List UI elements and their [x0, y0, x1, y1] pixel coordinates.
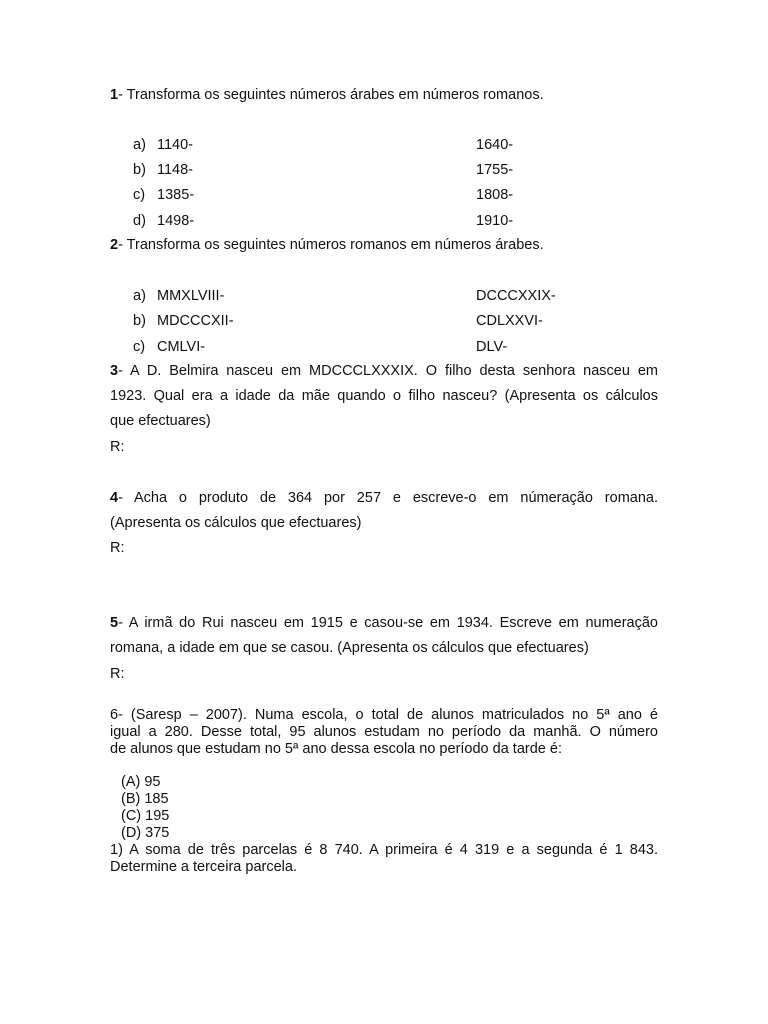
item-label: a) — [133, 288, 146, 304]
question-6-line-3: de alunos que estudam no 5ª ano dessa escola no período da tarde é: — [110, 741, 562, 757]
question-4-text: - Acha o produto de 364 por 257 e escreve-o em númeração romana. — [118, 490, 658, 506]
question-1-text: - Transforma os seguintes números árabes em números romanos. — [118, 87, 544, 103]
question-3-line-3: que efectuares) — [110, 413, 211, 429]
question-3-text: - A D. Belmira nasceu em MDCCCLXXXIX. O filho desta senhora nasceu em — [118, 363, 658, 379]
question-2 — [110, 237, 544, 253]
question-7-line-1: 1) A soma de três parcelas é 8 740. A primeira é 4 319 e a segunda é 1 843. — [110, 842, 658, 858]
item-label: b) — [133, 162, 146, 178]
question-5-line-1 — [110, 615, 658, 631]
option-c: (C) 195 — [121, 808, 170, 824]
item-value-left: MDCCCXII- — [157, 313, 234, 329]
item-label: d) — [133, 213, 146, 229]
question-7-line-2: Determine a terceira parcela. — [110, 859, 297, 875]
item-value-left: CMLVI- — [157, 339, 206, 355]
question-2-text: - Transforma os seguintes números romanos em números árabes. — [118, 237, 544, 253]
option-a: (A) 95 — [121, 774, 161, 790]
item-value-right: 1755- — [476, 162, 514, 178]
question-2-number: 2 — [110, 237, 119, 253]
question-4-line-1 — [110, 490, 658, 506]
question-4-line-2: (Apresenta os cálculos que efectuares) — [110, 515, 362, 531]
question-5-line-2: romana, a idade em que se casou. (Apresenta os cálculos que efectuares) — [110, 640, 589, 656]
item-value-right: DLV- — [476, 339, 508, 355]
item-value-right: DCCCXXIX- — [476, 288, 556, 304]
item-label: c) — [133, 339, 146, 355]
question-5-text: - A irmã do Rui nasceu em 1915 e casou-se em 1934. Escreve em numeração — [118, 615, 658, 631]
item-label: b) — [133, 313, 146, 329]
item-value-left: 1385- — [157, 187, 195, 203]
question-5-answer: R: — [110, 666, 125, 682]
question-3-answer: R: — [110, 439, 125, 455]
question-4-number: 4 — [110, 490, 119, 506]
item-label: c) — [133, 187, 146, 203]
question-3-line-2: 1923. Qual era a idade da mãe quando o filho nasceu? (Apresenta os cálculos — [110, 388, 658, 404]
question-6-line-1: 6- (Saresp – 2007). Numa escola, o total de alunos matriculados no 5ª ano é — [110, 707, 658, 723]
item-value-left: 1498- — [157, 213, 195, 229]
question-1 — [110, 87, 544, 103]
item-value-right: CDLXXVI- — [476, 313, 543, 329]
option-b: (B) 185 — [121, 791, 169, 807]
question-1-number: 1 — [110, 87, 119, 103]
item-label: a) — [133, 137, 146, 153]
item-value-left: 1148- — [157, 162, 194, 178]
item-value-right: 1910- — [476, 213, 514, 229]
question-3-line-1 — [110, 363, 658, 379]
item-value-right: 1808- — [476, 187, 514, 203]
item-value-left: MMXLVIII- — [157, 288, 225, 304]
question-5-number: 5 — [110, 615, 119, 631]
option-d: (D) 375 — [121, 825, 170, 841]
item-value-right: 1640- — [476, 137, 514, 153]
question-6-line-2: igual a 280. Desse total, 95 alunos estudam no período da manhã. O número — [110, 724, 658, 740]
question-3-number: 3 — [110, 363, 119, 379]
question-4-answer: R: — [110, 540, 125, 556]
item-value-left: 1140- — [157, 137, 194, 153]
